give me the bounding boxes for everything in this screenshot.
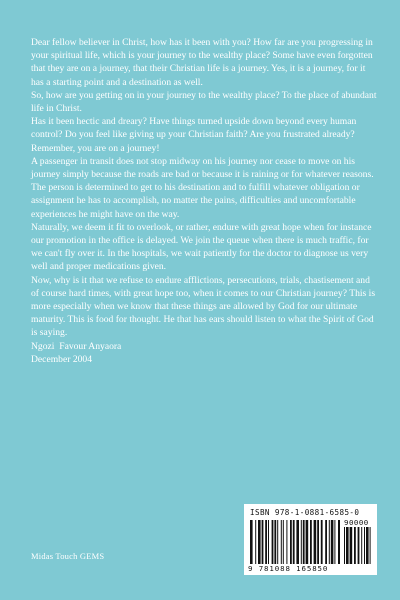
paragraph: So, how are you getting on in your journey to the wealthy place? To the place of abundant life in Christ.	[31, 89, 377, 115]
publisher-name: Midas Touch GEMS	[31, 551, 105, 561]
paragraph: Has it been hectic and dreary? Have things turned upside down beyond every human control? Do you feel like giving up your Christian faith? Are you frustrated already? Remember, you are on a journey!	[31, 116, 357, 154]
paragraph: A passenger in transit does not stop midway on his journey nor cease to move on his journey simply because the roads are bad or because it is raining or for whatever reasons. The person is determined to get to his destination and to fulfill whatever obligation or assignment he has to accomplish, no matter the pains, difficulties and uncomfortable experiences he might have on the way.	[31, 155, 374, 220]
barcode-addon-bars	[344, 527, 372, 564]
paragraph: Naturally, we deem it fit to overlook, or rather, endure with great hope when for instance our promotion in the office is delayed. We join the queue when there is much traffic, for we can't fly over it. In the hospitals, we wait patiently for the doctor to diagnose us very well and proper medications given.	[31, 221, 372, 273]
paragraph: Dear fellow believer in Christ, how has it been with you? How far are you progressing in your spiritual life, which is your journey to the wealthy place? Some have even forgotten that they are on a journey, that their Christian life is a journey. Yes, it is a journey, for it has a starting point and a destination as well.	[31, 37, 373, 88]
isbn-label: ISBN 978-1-0881-6585-0	[250, 508, 360, 517]
signature-date: December 2004	[31, 353, 93, 365]
barcode-digits: 9 781088 165850	[248, 564, 329, 573]
barcode-bars	[250, 520, 340, 564]
barcode-addon-digits: 90000	[344, 518, 369, 527]
author-signature: Ngozi Favour Anyaora	[31, 340, 122, 352]
isbn-barcode	[244, 504, 377, 575]
paragraph: Now, why is it that we refuse to endure afflictions, persecutions, trials, chastisement and of course hard times, with great hope too, when it comes to our Christian journey? This is more especially when we know that these things are allowed by God for our ultimate maturity. This is food for thought. He that has ears should listen to what the Spirit of God is saying.	[31, 274, 376, 339]
back-cover-text	[31, 36, 379, 366]
